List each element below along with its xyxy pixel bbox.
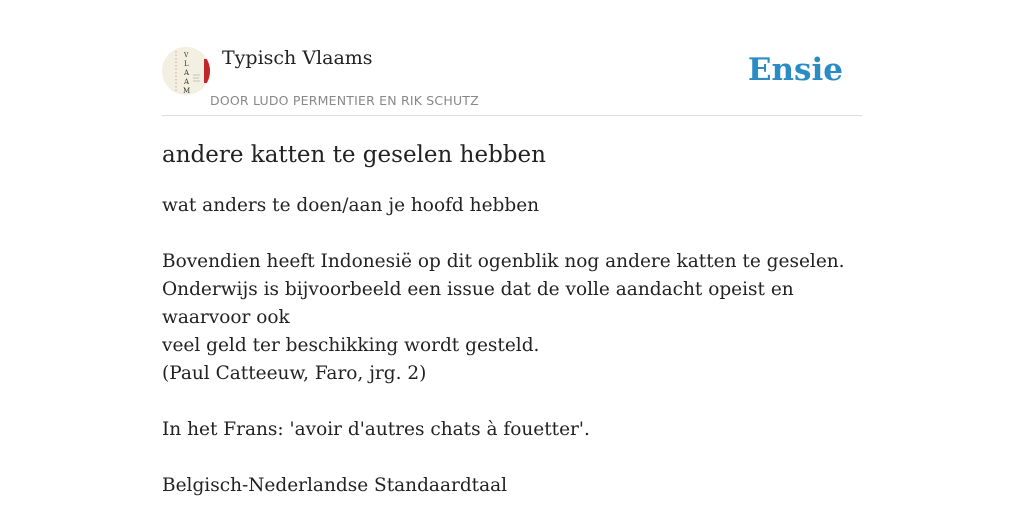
entry-body bbox=[162, 192, 872, 500]
entry-definition: wat anders te doen/aan je hoofd hebben bbox=[162, 195, 540, 216]
svg-text:M: M bbox=[183, 87, 191, 95]
svg-text:V: V bbox=[184, 52, 189, 59]
entry-category: Belgisch-Nederlandse Standaardtaal bbox=[162, 475, 508, 496]
svg-text:A: A bbox=[184, 69, 190, 77]
book-cover-icon bbox=[162, 47, 210, 95]
header bbox=[162, 0, 862, 116]
entry-french-note: In het Frans: 'avoir d'autres chats à fouetter'. bbox=[162, 419, 590, 440]
svg-text:A: A bbox=[184, 78, 190, 86]
entry-title: andere katten te geselen hebben bbox=[162, 142, 546, 168]
entry-example-line: veel geld ter beschikking wordt gesteld. bbox=[162, 335, 540, 356]
book-cover-avatar[interactable] bbox=[162, 47, 210, 95]
book-authors: DOOR LUDO PERMENTIER EN RIK SCHUTZ bbox=[210, 93, 479, 108]
ensie-logo-link[interactable]: Ensie bbox=[747, 52, 843, 88]
entry-example-line: Bovendien heeft Indonesië op dit ogenblik nog andere katten te geselen. bbox=[162, 251, 845, 272]
spacer bbox=[162, 220, 872, 248]
entry-example-line: Onderwijs is bijvoorbeeld een issue dat de volle aandacht opeist en waarvoor ook bbox=[162, 279, 794, 328]
spacer bbox=[162, 444, 872, 472]
svg-text:L: L bbox=[184, 60, 189, 68]
entry-source: (Paul Catteeuw, Faro, jrg. 2) bbox=[162, 363, 427, 384]
book-title[interactable]: Typisch Vlaams bbox=[222, 47, 373, 69]
page-container bbox=[162, 0, 862, 512]
spacer bbox=[162, 388, 872, 416]
